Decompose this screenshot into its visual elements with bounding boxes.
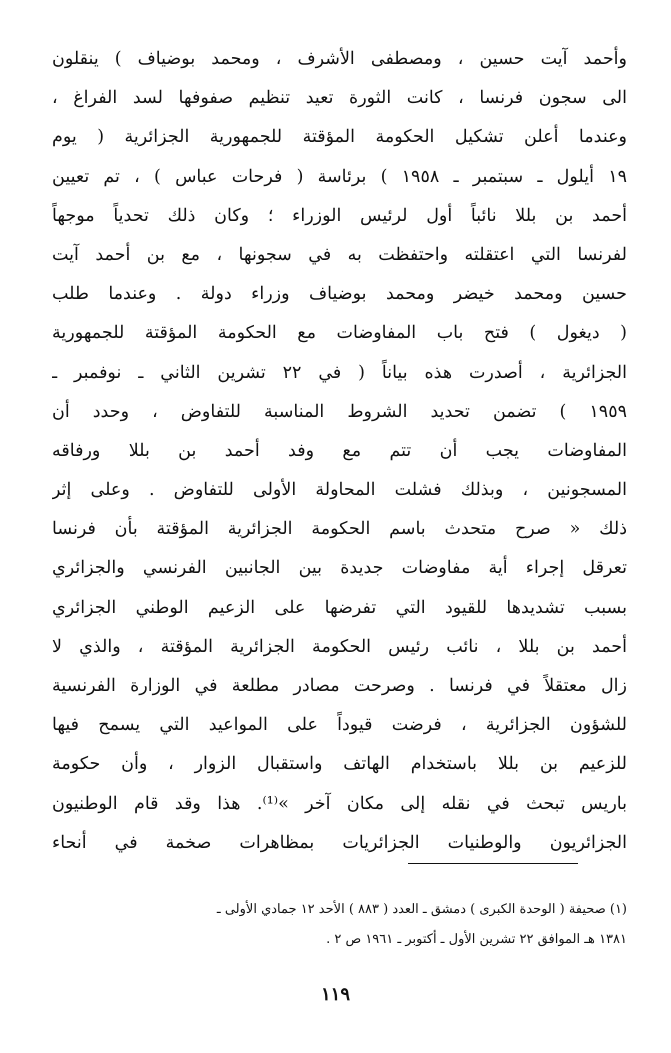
text-line: المسجونين ، وبذلك فشلت المحاولة الأولى للتفاوض . وعلى إثر bbox=[52, 480, 627, 501]
footnotes bbox=[52, 895, 627, 955]
footnote-line: ١٣٨١ هـ الموافق ٢٢ تشرين الأول ـ أكتوبر ـ ١٩٦١ ص ٢ . bbox=[326, 932, 627, 947]
text-line: أحمد بن بللا نائباً أول لرئيس الوزراء ؛ وكان ذلك تحدياً موجهاً bbox=[52, 205, 627, 226]
text-line: وأحمد آيت حسين ، ومصطفى الأشرف ، ومحمد بوضياف ) ينقلون bbox=[52, 49, 627, 69]
text-line: للزعيم بن بللا باستخدام الهاتف واستقبال الزوار ، وأن حكومة bbox=[52, 754, 627, 775]
text-line: ( ديغول ) فتح باب المفاوضات مع الحكومة المؤقتة للجمهورية bbox=[52, 323, 627, 344]
footnote-line: (١) صحيفة ( الوحدة الكبرى ) دمشق ـ العدد ( ٨٨٣ ) الأحد ١٢ جمادي الأولى ـ bbox=[216, 902, 627, 917]
text-line: ١٩٥٩ ) تضمن تحديد الشروط المناسبة للتفاوض ، وحدد أن bbox=[52, 401, 627, 422]
text-line: باريس تبحث في نقله إلى مكان آخر »⁽¹⁾. هذا وقد قام الوطنيون bbox=[52, 793, 627, 814]
text-line: المفاوضات يجب أن تتم مع وفد أحمد بن بللا ورفاقه bbox=[52, 440, 627, 461]
text-line: زال معتقلاً في فرنسا . وصرحت مصادر مطلعة في الوزارة الفرنسية bbox=[52, 676, 627, 696]
footnote-separator bbox=[408, 863, 578, 864]
text-line: الى سجون فرنسا ، كانت الثورة تعيد تنظيم صفوفها لسد الفراغ ، bbox=[52, 88, 627, 109]
text-line: وعندما أعلن تشكيل الحكومة المؤقتة للجمهورية الجزائرية ( يوم bbox=[52, 127, 627, 148]
page-number: ١١٩ bbox=[320, 984, 350, 1005]
text-line: أحمد بن بللا ، نائب رئيس الحكومة الجزائرية المؤقتة ، والذي لا bbox=[52, 636, 627, 657]
text-line: ١٩ أيلول ـ سبتمبر ـ ١٩٥٨ ) برئاسة ( فرحات عباس ) ، تم تعيين bbox=[52, 166, 627, 187]
text-line: للشؤون الجزائرية ، فرضت قيوداً على المواعيد التي يسمح فيها bbox=[52, 715, 627, 736]
body-text bbox=[52, 40, 627, 863]
text-line: الجزائريون والوطنيات الجزائريات بمظاهرات صخمة في أنحاء bbox=[52, 832, 627, 853]
text-line: ذلك « صرح متحدث باسم الحكومة الجزائرية المؤقتة بأن فرنسا bbox=[52, 519, 627, 540]
text-line: حسين ومحمد خيضر ومحمد بوضياف وزراء دولة . وعندما طلب bbox=[52, 284, 627, 305]
text-line: الجزائرية ، أصدرت هذه بياناً ( في ٢٢ تشرين الثاني ـ نوفمبر ـ bbox=[52, 362, 627, 383]
text-line: بسبب تشديدها للقيود التي تفرضها على الزعيم الوطني الجزائري bbox=[52, 597, 627, 618]
text-line: لفرنسا التي اعتقلته واحتفظت به في سجونها ، مع بن أحمد آيت bbox=[52, 244, 627, 265]
text-line: تعرقل إجراء أية مفاوضات جديدة بين الجانبين الفرنسي والجزائري bbox=[52, 558, 627, 579]
